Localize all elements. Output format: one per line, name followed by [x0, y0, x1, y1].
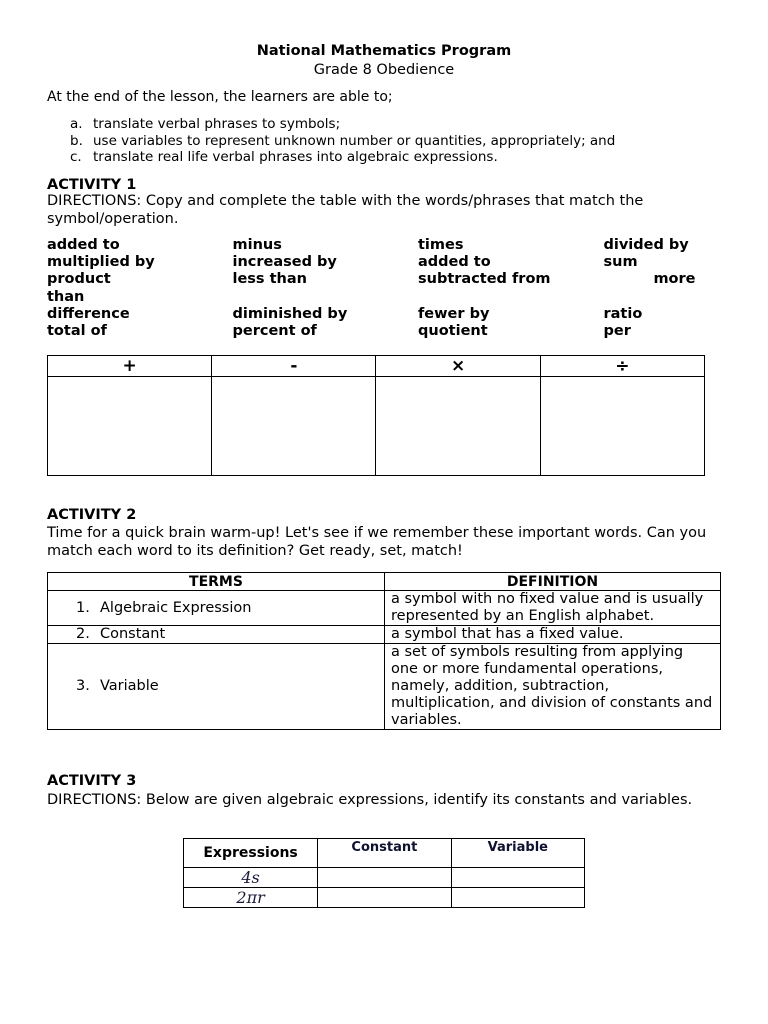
- word-bank-item: percent of: [232, 323, 317, 340]
- definition-cell: a symbol that has a fixed value.: [385, 626, 721, 644]
- activity1-directions: DIRECTIONS: Copy and complete the table with the words/phrases that match the symbol/operation.: [47, 193, 644, 227]
- plus-header: +: [48, 356, 212, 377]
- table-row: [48, 591, 721, 626]
- constant-header: Constant: [318, 839, 451, 868]
- activity2-heading: ACTIVITY 2: [47, 507, 137, 523]
- divide-header: ÷: [540, 356, 704, 377]
- term-number: 3.: [76, 678, 90, 694]
- definition-header: DEFINITION: [385, 573, 721, 591]
- activity2-intro: Time for a quick brain warm-up! Let's see if we remember these important words. Can you match each word to its definition? Get ready, set, match!: [47, 525, 707, 559]
- word-bank-row: [47, 237, 707, 254]
- definition-cell: a set of symbols resulting from applying one or more fundamental operations, namely, addition, subtraction, multiplication, and division of constants and variables.: [385, 644, 721, 730]
- word-bank-item: per: [603, 323, 631, 340]
- objective-text: translate real life verbal phrases into algebraic expressions.: [93, 149, 498, 165]
- term-cell: [48, 626, 385, 644]
- word-bank-item: ratio: [603, 305, 643, 322]
- word-bank-row: [47, 289, 707, 306]
- word-bank-item: product: [47, 271, 111, 288]
- variable-header: Variable: [451, 839, 584, 868]
- expressions-table: [183, 838, 585, 908]
- objectives-list: [70, 116, 615, 166]
- plus-answer-cell[interactable]: [48, 377, 212, 476]
- variable-answer-cell[interactable]: [451, 888, 584, 908]
- word-bank-item: less than: [232, 271, 307, 288]
- objective-text: use variables to represent unknown number or quantities, appropriately; and: [93, 132, 616, 149]
- word-bank-item: sum: [603, 254, 638, 271]
- divide-answer-cell[interactable]: [540, 377, 704, 476]
- activity1-heading: ACTIVITY 1: [47, 177, 137, 193]
- word-bank-item: divided by: [603, 237, 689, 253]
- terms-definition-table: [47, 572, 721, 730]
- activity3-directions: DIRECTIONS: Below are given algebraic expressions, identify its constants and variables.: [47, 792, 693, 808]
- table-row: [184, 868, 585, 888]
- activity3-heading: ACTIVITY 3: [47, 773, 137, 789]
- table-row: [48, 626, 721, 644]
- objective-item: [70, 133, 615, 150]
- word-bank-item: fewer by: [418, 305, 490, 322]
- term-number: 2.: [76, 626, 90, 642]
- word-bank-item: added to: [47, 237, 120, 253]
- operations-answer-row: [48, 377, 705, 476]
- objective-item: [70, 116, 615, 133]
- word-bank-item: added to: [418, 254, 491, 271]
- word-bank-row: [47, 323, 707, 340]
- word-bank: [47, 237, 707, 340]
- word-bank-item: difference: [47, 305, 130, 322]
- objectives-intro: At the end of the lesson, the learners are able to;: [47, 89, 393, 105]
- word-bank-item: diminished by: [232, 305, 348, 322]
- term-text: Algebraic Expression: [100, 599, 252, 616]
- term-text: Constant: [100, 626, 166, 642]
- word-bank-row: [47, 254, 707, 271]
- expressions-header-row: [184, 839, 585, 868]
- word-bank-item: than: [47, 288, 85, 305]
- operations-table: [47, 355, 705, 476]
- word-bank-item: minus: [232, 237, 282, 253]
- word-bank-item: times: [418, 237, 464, 253]
- minus-answer-cell[interactable]: [212, 377, 376, 476]
- word-bank-item: multiplied by: [47, 254, 155, 271]
- terms-header-row: [48, 573, 721, 591]
- times-answer-cell[interactable]: [376, 377, 540, 476]
- document-title: National Mathematics Program: [256, 43, 512, 59]
- word-bank-item: total of: [47, 323, 107, 340]
- definition-cell: a symbol with no fixed value and is usually represented by an English alphabet.: [385, 591, 721, 626]
- constant-answer-cell[interactable]: [318, 888, 451, 908]
- objective-letter: a.: [70, 116, 83, 132]
- objective-text: translate verbal phrases to symbols;: [93, 116, 341, 132]
- table-row: [184, 888, 585, 908]
- variable-answer-cell[interactable]: [451, 868, 584, 888]
- word-bank-item: subtracted from: [418, 271, 551, 288]
- word-bank-item: increased by: [232, 254, 337, 271]
- table-row: [48, 644, 721, 730]
- constant-answer-cell[interactable]: [318, 868, 451, 888]
- term-cell: [48, 644, 385, 730]
- expression-cell: 4s: [184, 868, 318, 888]
- term-text: Variable: [100, 678, 159, 694]
- objective-item: [70, 149, 615, 166]
- minus-header: -: [212, 356, 376, 377]
- document-subtitle: Grade 8 Obedience: [313, 62, 455, 78]
- term-cell: [48, 591, 385, 626]
- word-bank-row: [47, 271, 707, 288]
- times-header: ×: [376, 356, 540, 377]
- objective-letter: b.: [70, 132, 83, 149]
- expression-cell: 2πr: [184, 888, 318, 908]
- word-bank-item: quotient: [418, 323, 488, 340]
- terms-header: TERMS: [48, 573, 385, 591]
- objective-letter: c.: [70, 149, 82, 165]
- expressions-header: Expressions: [184, 839, 318, 868]
- term-number: 1.: [76, 599, 90, 616]
- word-bank-item: more: [653, 271, 696, 288]
- operations-header-row: [48, 356, 705, 377]
- word-bank-row: [47, 306, 707, 323]
